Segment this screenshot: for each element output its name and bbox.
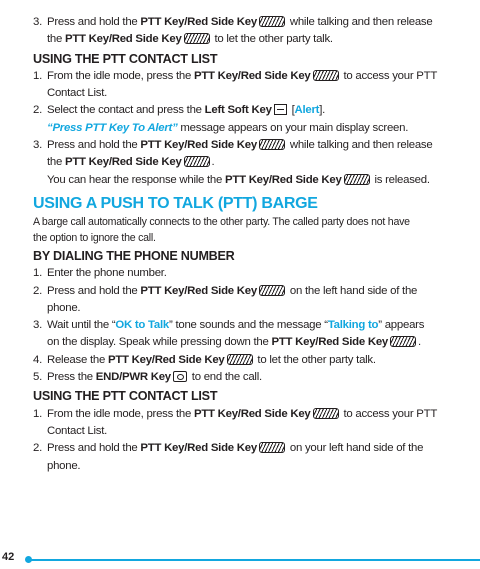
item-number: 1.	[33, 267, 42, 280]
list-item	[33, 14, 453, 49]
item-text: Press and hold the PTT Key/Red Side Key while talking and then release the PTT Key/Red Side Key . You can hear the response while the PTT Key/Red Side Key is released.	[47, 139, 433, 186]
section-title: USING A PUSH TO TALK (PTT) BARGE	[33, 194, 318, 212]
key-name: PTT Key/Red Side Key	[65, 156, 182, 169]
item-text: Press and hold the PTT Key/Red Side Key on your left hand side of the phone.	[47, 442, 424, 472]
item-text: Select the contact and press the Left Soft Key [Alert]. “Press PTT Key To Alert” message appears on your main display screen.	[47, 104, 409, 134]
item-text: Press the END/PWR Key to end the call.	[47, 371, 262, 384]
screen-message: “Press PTT Key To Alert”	[47, 121, 178, 134]
ptt-side-key-icon	[390, 336, 416, 347]
item-text: Wait until the “OK to Talk” tone sounds and the message “Talking to” appears on the display. Speak while pressing down the PTT Key/Red Side Key .	[47, 319, 425, 349]
list-item	[33, 68, 453, 103]
key-name: Left Soft Key	[204, 104, 272, 117]
item-text: From the idle mode, press the PTT Key/Red Side Key to access your PTT Contact List.	[47, 69, 438, 100]
ptt-side-key-icon	[259, 442, 285, 453]
footer-dot	[25, 556, 32, 563]
list-item	[33, 406, 453, 441]
key-name: PTT Key/Red Side Key	[271, 336, 389, 349]
key-name: PTT Key/Red Side Key	[193, 69, 311, 82]
section-heading: BY DIALING THE PHONE NUMBER	[33, 248, 235, 263]
list-item	[33, 265, 453, 282]
list-item	[33, 369, 453, 386]
item-number: 2.	[33, 284, 42, 297]
page-number: 42	[2, 551, 15, 563]
key-name: PTT Key/Red Side Key	[107, 353, 225, 366]
key-name: PTT Key/Red Side Key	[65, 33, 182, 46]
list-item	[33, 317, 453, 352]
menu-label: Alert	[294, 104, 320, 117]
screen-message: Talking to	[327, 319, 379, 332]
item-number: 2.	[33, 104, 42, 117]
item-number: 3.	[33, 139, 42, 152]
ptt-side-key-icon	[227, 354, 253, 365]
tone-label: OK to Talk	[115, 319, 170, 332]
list-item	[33, 283, 453, 318]
key-name: PTT Key/Red Side Key	[140, 16, 257, 28]
key-name: END/PWR Key	[95, 371, 171, 384]
end-power-key-icon	[173, 371, 187, 382]
item-text: Press and hold the PTT Key/Red Side Key on the left hand side of the phone.	[47, 284, 418, 314]
section-intro: A barge call automatically connects to the other party. The called party does not have the option to ignore the call.	[33, 215, 410, 244]
item-number: 1.	[33, 69, 42, 82]
key-name: PTT Key/Red Side Key	[225, 173, 342, 186]
item-text: Release the PTT Key/Red Side Key to let the other party talk.	[47, 353, 376, 366]
item-number: 2.	[33, 442, 42, 455]
key-name: PTT Key/Red Side Key	[140, 284, 257, 297]
list-item	[33, 137, 453, 189]
item-text: Press and hold the PTT Key/Red Side Key while talking and then release the PTT Key/Red Side Key to let the other party talk.	[47, 16, 433, 46]
ptt-side-key-icon	[184, 33, 210, 44]
item-number: 5.	[33, 371, 42, 384]
left-soft-key-icon	[274, 104, 287, 115]
ptt-side-key-icon	[259, 139, 285, 150]
ptt-side-key-icon	[344, 174, 370, 185]
list-item	[33, 440, 453, 475]
page-content	[33, 14, 453, 475]
ptt-side-key-icon	[184, 156, 210, 167]
ptt-side-key-icon	[259, 16, 285, 27]
item-number: 3.	[33, 319, 42, 332]
list-item	[33, 102, 453, 137]
ptt-side-key-icon	[313, 408, 339, 419]
key-name: PTT Key/Red Side Key	[193, 407, 311, 420]
key-name: PTT Key/Red Side Key	[140, 139, 257, 152]
section-heading: USING THE PTT CONTACT LIST	[33, 51, 218, 66]
item-number: 3.	[33, 16, 42, 28]
item-number: 1.	[33, 407, 42, 420]
section-heading: USING THE PTT CONTACT LIST	[33, 389, 218, 404]
item-text: Enter the phone number.	[47, 267, 167, 280]
list-item	[33, 352, 453, 369]
key-name: PTT Key/Red Side Key	[140, 442, 257, 455]
item-number: 4.	[33, 353, 42, 366]
ptt-side-key-icon	[313, 70, 339, 81]
footer-rule	[27, 559, 480, 561]
item-text: From the idle mode, press the PTT Key/Red Side Key to access your PTT Contact List.	[47, 407, 438, 437]
ptt-side-key-icon	[259, 285, 285, 296]
